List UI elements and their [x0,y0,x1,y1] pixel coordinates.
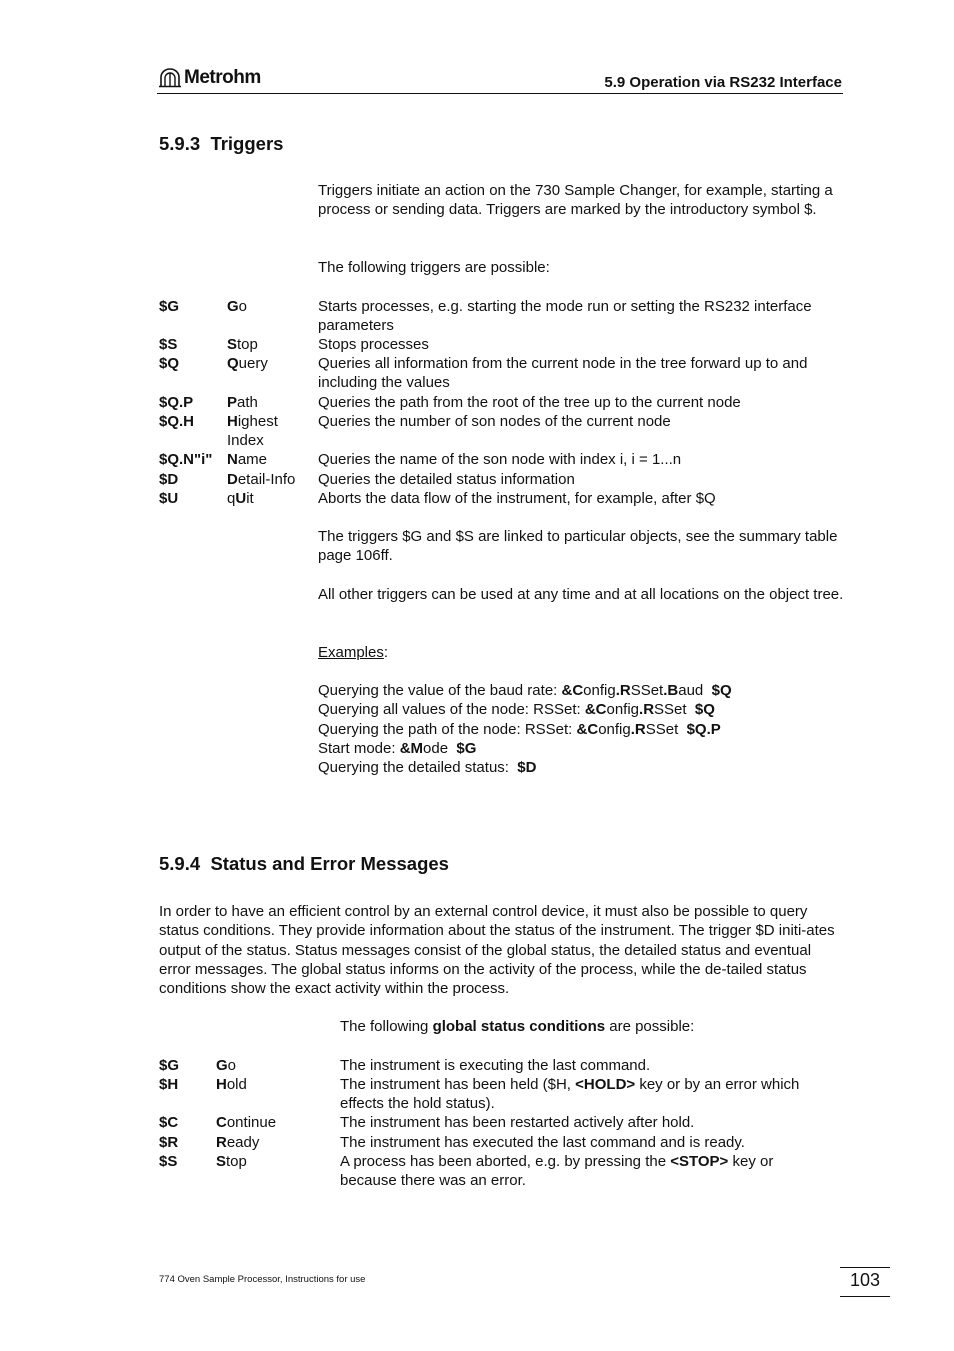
example-node-path [318,720,721,739]
triggers-possible: The following triggers are possible: [318,259,550,276]
example-token: .R [639,701,655,718]
trigger-name-rest: etail-Info [237,471,296,488]
footer-doc-title: 774 Oven Sample Processor, Instructions for use [159,1274,366,1285]
example-token: .B [663,682,679,699]
status-desc [340,1152,832,1191]
trigger-key: D [227,471,238,488]
example-token: .R [630,721,646,738]
status-key: S [216,1153,227,1170]
status-key: R [216,1134,227,1151]
status-code: $S [159,1153,178,1170]
trigger-name-rest: o [238,298,248,315]
status-code: $C [159,1114,179,1131]
example-token: SSet [645,721,679,738]
examples-label [318,643,388,662]
trigger-desc: Stops processes [318,336,429,353]
status-possible-post: are possible: [605,1018,695,1035]
status-possible-bold: global status conditions [432,1018,606,1035]
status-desc-post: key or by an error which effects the hold status). [340,1076,800,1113]
status-desc-pre: The instrument has been held ($H, [340,1076,576,1093]
trigger-name-rest: top [237,336,258,353]
trigger-key: U [235,490,247,507]
status-intro: In order to have an efficient control by an external control device, it must also be possible to query status conditions. They provide information about the status of the instrument. The trigger $D initi-ates output of the status. Status messages consist of the global status, the detailed status and eventual error messages. The global status informs on the activity of the process, while the de-tailed status conditions show the exact activity within the process. [159,903,835,998]
trigger-name-rest: ighest Index [227,413,278,450]
triggers-intro: Triggers initiate an action on the 730 Sample Changer, for example, starting a process or sending data. Triggers are marked by the introductory symbol $. [318,182,833,219]
triggers-linked-note: The triggers $G and $S are linked to particular objects, see the summary table page 106ff. [318,528,838,565]
status-desc: The instrument is executing the last command. [340,1057,651,1074]
examples-label-text: Examples [318,644,384,661]
example-token: onfig [606,701,640,718]
trigger-name-rest: ath [237,394,258,411]
example-text: Querying the detailed status: [318,759,518,776]
trigger-name-rest: ame [237,451,268,468]
example-token: &C [561,682,584,699]
trigger-code: $Q.P [159,394,194,411]
status-name-rest: top [226,1153,247,1170]
hold-key-label: <HOLD> [575,1076,636,1093]
example-text: Querying the path of the node: RSSet: [318,721,577,738]
example-trigger: $Q [711,682,732,699]
example-token: aud [678,682,704,699]
status-heading-title: Status and Error Messages [210,853,449,874]
trigger-code: $U [159,490,179,507]
status-desc [340,1075,832,1114]
trigger-code: $D [159,471,179,488]
trigger-code: $G [159,298,180,315]
trigger-key: Q [227,355,239,372]
trigger-key: S [227,336,238,353]
status-name-rest: ontinue [226,1114,277,1131]
status-key: G [216,1057,228,1074]
status-possible [340,1017,694,1036]
trigger-desc: Queries the detailed status information [318,471,575,488]
trigger-desc: Queries the number of son nodes of the current node [318,413,671,430]
status-desc: The instrument has executed the last command and is ready. [340,1134,745,1151]
trigger-name-rest: it [246,490,254,507]
example-token: .R [615,682,631,699]
example-start-mode [318,739,476,758]
trigger-key: H [227,413,238,430]
example-trigger: $Q [694,701,715,718]
example-trigger: $D [517,759,537,776]
example-text: Querying all values of the node: RSSet: [318,701,585,718]
stop-key-label: <STOP> [670,1153,729,1170]
brand-logo [159,66,261,90]
trigger-desc: Starts processes, e.g. starting the mode run or setting the RS232 interface parameters [318,298,812,335]
examples-label-colon: : [383,644,389,661]
example-token: ode [423,740,449,757]
trigger-desc: Queries all information from the current node in the tree forward up to and including the values [318,355,808,392]
status-desc-post: key or because there was an error. [340,1153,774,1190]
trigger-name-pre: q [227,490,236,507]
header-divider [157,93,843,94]
status-key: H [216,1076,227,1093]
status-possible-pre: The following [340,1018,433,1035]
triggers-heading-number: 5.9.3 [159,133,201,154]
status-name-rest: o [227,1057,237,1074]
trigger-name-rest: uery [238,355,268,372]
example-token: &C [584,701,607,718]
example-token: &M [399,740,424,757]
status-name-rest: eady [226,1134,260,1151]
page-number: 103 [849,1270,881,1290]
metrohm-logo-icon [159,68,181,88]
status-key: C [216,1114,227,1131]
status-code: $G [159,1057,180,1074]
trigger-code: $Q [159,355,180,372]
trigger-desc: Queries the name of the son node with index i, i = 1...n [318,451,682,468]
trigger-code: $Q.H [159,413,195,430]
triggers-heading [159,134,283,153]
trigger-code: $Q.N"i" [159,451,213,468]
example-detailed-status [318,758,536,777]
example-token: SSet [654,701,687,718]
example-trigger: $Q.P [686,721,721,738]
trigger-key: N [227,451,238,468]
status-name-rest: old [226,1076,247,1093]
triggers-other-note: All other triggers can be used at any time and at all locations on the object tree. [318,586,844,603]
status-heading [159,854,449,873]
triggers-heading-title: Triggers [210,133,284,154]
example-token: onfig [583,682,616,699]
example-token: onfig [598,721,631,738]
header-section-title: 5.9 Operation via RS232 Interface [604,74,842,91]
example-text: Querying the value of the baud rate: [318,682,562,699]
example-trigger: $G [456,740,477,757]
status-desc-pre: A process has been aborted, e.g. by pressing the [340,1153,671,1170]
example-node-values [318,700,715,719]
example-baud-rate [318,681,732,700]
status-code: $H [159,1076,179,1093]
trigger-key: P [227,394,238,411]
example-text: Start mode: [318,740,400,757]
trigger-key: G [227,298,239,315]
status-code: $R [159,1134,179,1151]
example-token: &C [576,721,599,738]
brand-name: Metrohm [184,67,261,89]
example-token: SSet [630,682,664,699]
status-desc: The instrument has been restarted actively after hold. [340,1114,695,1131]
trigger-code: $S [159,336,178,353]
trigger-desc: Aborts the data flow of the instrument, for example, after $Q [318,490,716,507]
status-heading-number: 5.9.4 [159,853,201,874]
trigger-desc: Queries the path from the root of the tree up to the current node [318,394,741,411]
